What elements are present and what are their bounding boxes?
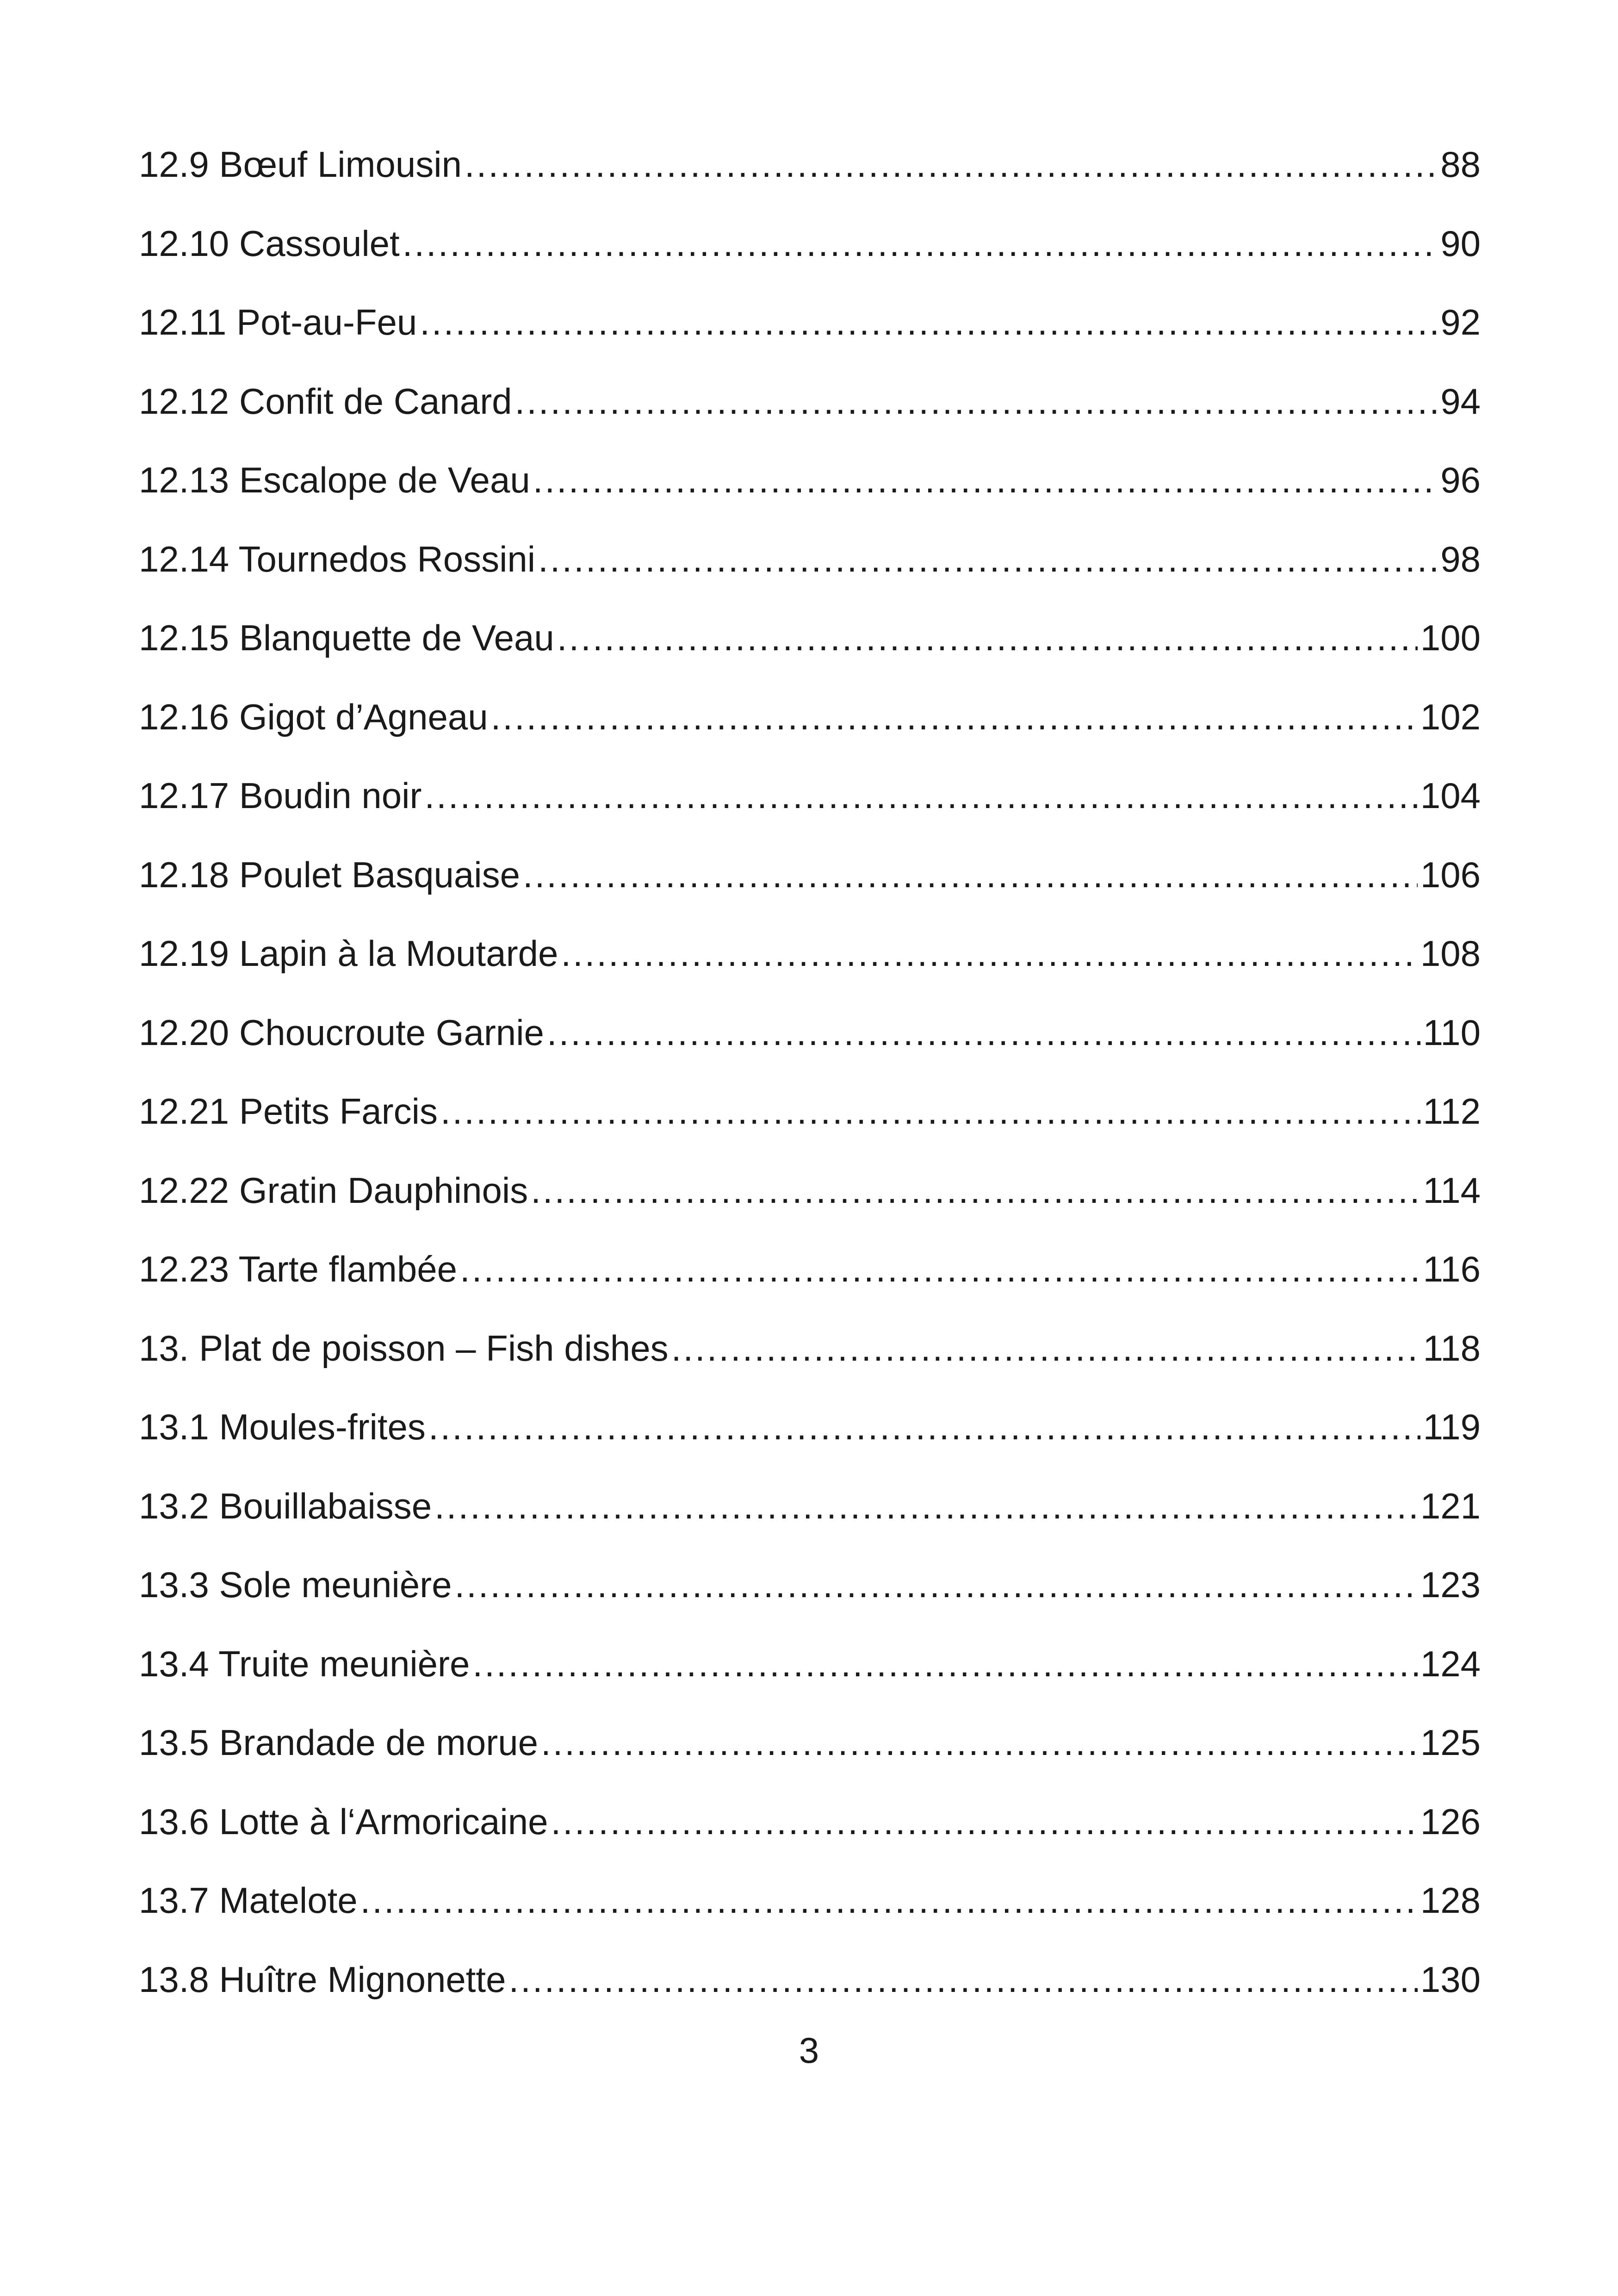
toc-entry-title: 13.5 Brandade de morue [139,1722,538,1763]
toc-entry-page: 106 [1420,854,1481,895]
toc-entry[interactable] [139,993,1481,1072]
toc-entry-page: 125 [1420,1722,1481,1763]
toc-entry-title: 12.9 Bœuf Limousin [139,144,462,185]
toc-entry-title: 13.1 Moules-frites [139,1406,426,1447]
toc-dot-leader [531,1151,1420,1230]
toc-dot-leader [454,1545,1417,1624]
toc-entry-page: 116 [1423,1249,1481,1289]
toc-dot-leader [533,441,1438,520]
toc-entry-title: 13.3 Sole meunière [139,1564,452,1605]
toc-entry-title: 12.23 Tarte flambée [139,1249,458,1289]
toc-dot-leader [465,125,1438,204]
toc-entry-page: 124 [1420,1643,1481,1684]
toc-dot-leader [508,1940,1417,2019]
toc-entry[interactable] [139,678,1481,757]
toc-dot-leader [515,362,1438,441]
toc-dot-leader [434,1467,1418,1546]
toc-entry[interactable] [139,598,1481,678]
toc-entry-title: 12.17 Boudin noir [139,775,422,816]
toc-entry[interactable] [139,1309,1481,1388]
toc-entry[interactable] [139,1388,1481,1467]
toc-dot-leader [440,1072,1420,1151]
toc-entry-title: 12.16 Gigot d’Agneau [139,696,488,737]
toc-entry-title: 13.7 Matelote [139,1880,358,1921]
table-of-contents [139,125,1481,2019]
toc-entry[interactable] [139,283,1481,362]
toc-dot-leader [403,204,1438,283]
toc-entry-title: 13. Plat de poisson – Fish dishes [139,1327,669,1369]
toc-entry-page: 110 [1423,1012,1481,1053]
toc-dot-leader [551,1782,1417,1861]
toc-entry[interactable] [139,204,1481,283]
toc-entry-page: 88 [1440,144,1481,185]
toc-dot-leader [541,1703,1418,1782]
toc-dot-leader [491,678,1418,757]
toc-entry-title: 13.6 Lotte à l‘Armoricaine [139,1801,548,1842]
toc-entry-title: 12.18 Poulet Basquaise [139,854,520,895]
toc-entry[interactable] [139,1861,1481,1940]
toc-dot-leader [424,756,1417,835]
toc-entry-title: 12.21 Petits Farcis [139,1091,438,1132]
toc-dot-leader [561,914,1418,993]
toc-entry[interactable] [139,520,1481,599]
toc-dot-leader [428,1388,1420,1467]
toc-entry-page: 130 [1420,1959,1481,2000]
toc-entry-title: 12.22 Gratin Dauphinois [139,1170,528,1211]
toc-entry-page: 123 [1420,1564,1481,1605]
toc-entry[interactable] [139,125,1481,204]
toc-entry[interactable] [139,1545,1481,1624]
toc-entry-page: 119 [1423,1406,1481,1447]
toc-entry-title: 12.15 Blanquette de Veau [139,617,554,658]
toc-entry-page: 121 [1420,1485,1481,1526]
toc-dot-leader [557,598,1418,678]
toc-dot-leader [472,1624,1417,1704]
toc-entry-page: 126 [1420,1801,1481,1842]
toc-entry[interactable] [139,1230,1481,1309]
toc-entry[interactable] [139,441,1481,520]
toc-dot-leader [360,1861,1418,1940]
toc-dot-leader [547,993,1420,1072]
toc-dot-leader [538,520,1438,599]
toc-entry-page: 98 [1440,538,1481,579]
toc-entry-title: 12.13 Escalope de Veau [139,460,530,500]
toc-dot-leader [420,283,1438,362]
toc-entry-page: 108 [1420,933,1481,974]
toc-entry-page: 112 [1423,1091,1481,1132]
toc-entry-page: 100 [1420,617,1481,658]
toc-entry-page: 114 [1423,1170,1481,1211]
toc-entry[interactable] [139,756,1481,835]
toc-entry-title: 12.19 Lapin à la Moutarde [139,933,558,974]
toc-entry[interactable] [139,1151,1481,1230]
toc-dot-leader [523,835,1418,915]
toc-entry-title: 12.14 Tournedos Rossini [139,538,536,579]
toc-entry-page: 94 [1440,380,1481,422]
toc-entry-page: 90 [1440,223,1481,264]
page-number: 3 [799,2030,819,2071]
toc-entry-title: 13.8 Huître Mignonette [139,1959,506,2000]
toc-entry-page: 92 [1440,302,1481,342]
toc-entry[interactable] [139,362,1481,441]
toc-entry[interactable] [139,1782,1481,1861]
toc-entry-page: 118 [1423,1327,1481,1369]
toc-entry[interactable] [139,1703,1481,1782]
toc-entry-title: 12.20 Choucroute Garnie [139,1012,544,1053]
toc-entry-page: 96 [1440,460,1481,500]
toc-entry-title: 12.12 Confit de Canard [139,380,512,422]
toc-entry-page: 128 [1420,1880,1481,1921]
toc-entry[interactable] [139,1624,1481,1704]
toc-entry-title: 12.11 Pot-au-Feu [139,302,417,342]
toc-entry[interactable] [139,914,1481,993]
toc-entry-page: 104 [1420,775,1481,816]
toc-entry[interactable] [139,835,1481,915]
toc-entry[interactable] [139,1072,1481,1151]
toc-entry-title: 12.10 Cassoulet [139,223,400,264]
toc-dot-leader [460,1230,1420,1309]
toc-dot-leader [671,1309,1420,1388]
toc-entry-title: 13.4 Truite meunière [139,1643,470,1684]
toc-entry[interactable] [139,1467,1481,1546]
toc-entry-title: 13.2 Bouillabaisse [139,1485,432,1526]
toc-entry-page: 102 [1420,696,1481,737]
toc-entry[interactable] [139,1940,1481,2019]
